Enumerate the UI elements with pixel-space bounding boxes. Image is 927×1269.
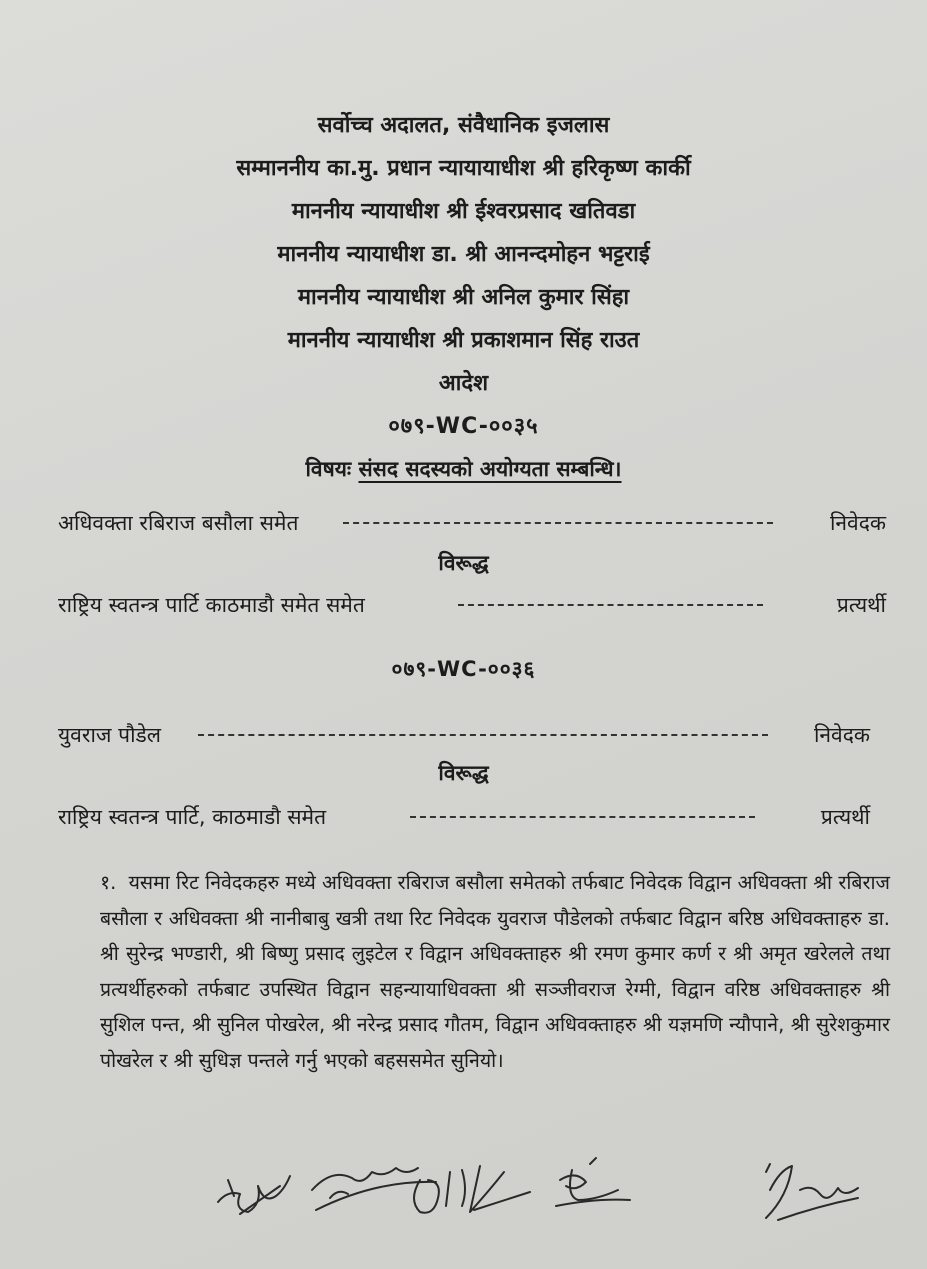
court-name: सर्वोच्च अदालत, संवैधानिक इजलास [317, 113, 610, 138]
case2-petitioner-name: युवराज पौडेल [58, 723, 161, 747]
order-heading: आदेश [438, 371, 489, 396]
case-number-1: ०७९-WC-००३५ [388, 414, 539, 439]
case1-versus: विरूद्ध [438, 551, 489, 575]
subject-label: विषयः [305, 457, 352, 481]
case1-respondent-name: राष्ट्रिय स्वतन्त्र पार्टि काठमाडौ समेत समेत [58, 593, 365, 617]
case2-versus: विरूद्ध [438, 761, 489, 785]
signature-3 [414, 1166, 530, 1213]
order-paragraph [100, 865, 890, 1078]
case2-petitioner-role: निवेदक [813, 723, 870, 747]
dotted-leader [458, 604, 763, 606]
case1-respondent-row [58, 588, 886, 622]
dotted-leader [198, 734, 768, 736]
dotted-leader [343, 522, 773, 524]
paragraph-text: यसमा रिट निवेदकहरु मध्ये अधिवक्ता रबिराज बसौला समेतको तर्फबाट निवेदक विद्वान अधिवक्ता श्री रबिराज बसौला र अधिवक्ता श्री नानीबाबु खत्री तथा रिट निवेदक युवराज पौडेलको तर्फबाट विद्वान बरिष्ठ अधिवक्ताहरु डा. श्री सुरेन्द्र भण्डारी, श्री बिष्णु प्रसाद लुइटेल र विद्वान अधिवक्ताहरु श्री रमण कुमार कर्ण र श्री अमृत खरेलले तथा प्रत्यर्थीहरुको तर्फबाट उपस्थित विद्वान सहन्यायाधिवक्ता श्री सञ्जीवराज रेग्मी, विद्वान वरिष्ठ अधिवक्ताहरु श्री सुशिल पन्त, श्री सुनिल पोखरेल, श्री नरेन्द्र प्रसाद गौतम, विद्वान अधिवक्ताहरु श्री यज्ञमणि न्यौपाने, श्री सुरेशकुमार पोखरेल र श्री सुधिज्ञ पन्तले गर्नु भएको बहससमेत सुनियो। [100, 871, 890, 1072]
case2-respondent-row [58, 800, 886, 834]
header-block [0, 104, 927, 491]
subject-text: संसद सदस्यको अयोग्यता सम्बन्धि। [358, 457, 622, 481]
paragraph-number: १. [100, 871, 117, 894]
justice-line-4: माननीय न्यायाधीश श्री प्रकाशमान सिंह राउत [287, 328, 640, 353]
case1-petitioner-role: निवेदक [829, 511, 886, 535]
case2-petitioner-row [58, 718, 886, 752]
chief-justice-line: सम्माननीय का.मु. प्रधान न्यायायाधीश श्री हरिकृष्ण कार्की [236, 156, 691, 181]
case2-respondent-name: राष्ट्रिय स्वतन्त्र पार्टि, काठमाडौ समेत [58, 805, 327, 829]
justice-line-3: माननीय न्यायाधीश श्री अनिल कुमार सिंहा [297, 285, 630, 310]
signature-5 [766, 1164, 858, 1220]
case2-respondent-role: प्रत्यर्थी [820, 805, 870, 829]
signatures-area [0, 1150, 927, 1260]
signature-1 [218, 1176, 290, 1214]
justice-line-2: माननीय न्यायाधीश डा. श्री आनन्दमोहन भट्टराई [277, 242, 650, 267]
signature-4 [556, 1158, 630, 1206]
case1-petitioner-name: अधिवक्ता रबिराज बसौला समेत [58, 511, 299, 535]
signatures-drawing [0, 1150, 927, 1260]
justice-line-1: माननीय न्यायाधीश श्री ईश्वरप्रसाद खतिवडा [291, 199, 636, 224]
case1-respondent-role: प्रत्यर्थी [836, 593, 886, 617]
subject-line [0, 448, 927, 491]
case1-petitioner-row [58, 506, 886, 540]
dotted-leader [410, 816, 755, 818]
signature-2 [312, 1168, 436, 1210]
case-number-2: ०७९-WC-००३६ [391, 657, 536, 681]
